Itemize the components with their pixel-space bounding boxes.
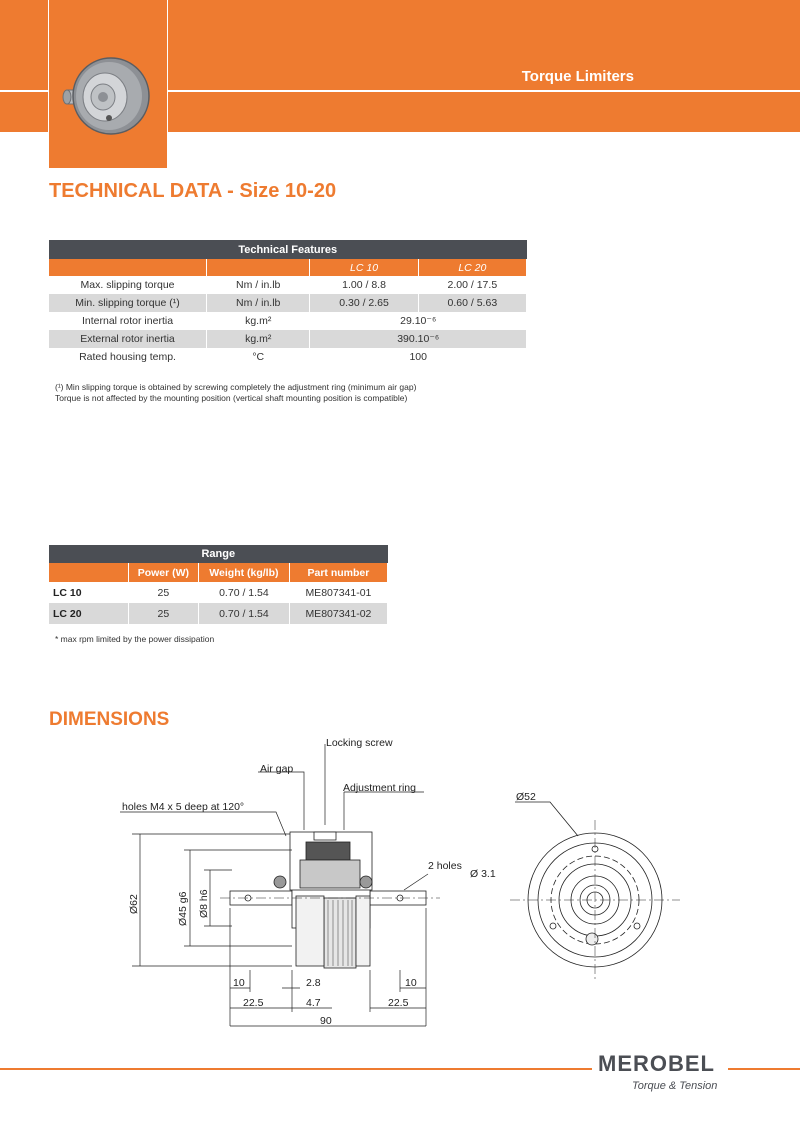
side-view — [220, 832, 440, 968]
label-dim-4-7: 4.7 — [306, 997, 321, 1009]
table-row — [49, 276, 527, 294]
row-label: Rated housing temp. — [49, 348, 207, 366]
label-dim-90: 90 — [320, 1015, 332, 1027]
part-number-value: ME807341-01 — [289, 582, 387, 603]
label-dim-10-left: 10 — [233, 977, 245, 989]
row-label: Internal rotor inertia — [49, 312, 207, 330]
row-label: Max. slipping torque — [49, 276, 207, 294]
row-label: External rotor inertia — [49, 330, 207, 348]
row-lc10-value: 0.30 / 2.65 — [310, 294, 418, 312]
column-header-part-number: Part number — [289, 563, 387, 582]
label-air-gap: Air gap — [260, 763, 294, 775]
range-note: * max rpm limited by the power dissipation — [55, 634, 215, 644]
brand-logo: MEROBEL — [598, 1051, 715, 1076]
technical-note-2: Torque is not affected by the mounting position (vertical shaft mounting position is compatible) — [55, 393, 408, 403]
product-image-panel — [48, 0, 168, 168]
table-row — [49, 582, 388, 603]
page-category-title: Torque Limiters — [521, 68, 634, 85]
column-header-lc10: LC 10 — [310, 259, 418, 276]
range-table — [49, 545, 388, 624]
table-row — [49, 330, 527, 348]
label-dim-10-right: 10 — [405, 977, 417, 989]
weight-value: 0.70 / 1.54 — [198, 582, 289, 603]
power-value: 25 — [128, 582, 198, 603]
column-header — [49, 563, 128, 582]
row-shared-value: 29.10⁻⁶ — [310, 312, 527, 330]
column-header — [49, 259, 207, 276]
label-holes-m4: holes M4 x 5 deep at 120° — [122, 801, 245, 813]
table-row — [49, 603, 388, 624]
technical-features-caption: Technical Features — [49, 240, 527, 259]
row-label: Min. slipping torque (¹) — [49, 294, 207, 312]
label-dim-22-5-left: 22.5 — [243, 997, 264, 1009]
row-unit: °C — [207, 348, 310, 366]
label-two-holes: 2 holes — [428, 860, 462, 872]
dimension-drawing — [0, 730, 800, 1040]
torque-limiter-product-image — [49, 0, 167, 168]
range-caption: Range — [49, 545, 388, 563]
label-hole-diameter: Ø 3.1 — [470, 868, 496, 880]
label-locking-screw: Locking screw — [326, 737, 393, 749]
power-value: 25 — [128, 603, 198, 624]
label-d62: Ø62 — [128, 894, 140, 914]
table-row — [49, 294, 527, 312]
technical-data-title: TECHNICAL DATA - Size 10-20 — [49, 180, 337, 202]
row-unit: Nm / in.lb — [207, 294, 310, 312]
model-label: LC 20 — [49, 603, 128, 624]
table-row — [49, 348, 527, 366]
label-d52: Ø52 — [516, 791, 536, 803]
row-lc20-value: 2.00 / 17.5 — [418, 276, 526, 294]
part-number-value: ME807341-02 — [289, 603, 387, 624]
column-header-power: Power (W) — [128, 563, 198, 582]
label-dim-22-5-right: 22.5 — [388, 997, 409, 1009]
footer-line-right — [728, 1068, 800, 1070]
label-adjustment-ring: Adjustment ring — [343, 782, 416, 794]
model-label: LC 10 — [49, 582, 128, 603]
weight-value: 0.70 / 1.54 — [198, 603, 289, 624]
front-view — [510, 802, 680, 980]
technical-features-table — [49, 240, 527, 366]
row-unit: kg.m² — [207, 312, 310, 330]
row-shared-value: 100 — [310, 348, 527, 366]
column-header-lc20: LC 20 — [418, 259, 526, 276]
row-unit: kg.m² — [207, 330, 310, 348]
technical-note-1: (¹) Min slipping torque is obtained by screwing completely the adjustment ring (minimum air gap) — [55, 382, 417, 392]
row-lc20-value: 0.60 / 5.63 — [418, 294, 526, 312]
label-dim-2-8: 2.8 — [306, 977, 321, 989]
dimensions-title: DIMENSIONS — [49, 709, 170, 730]
footer-line-left — [0, 1068, 592, 1070]
column-header — [207, 259, 310, 276]
brand-tagline: Torque & Tension — [632, 1080, 718, 1092]
table-row — [49, 312, 527, 330]
row-shared-value: 390.10⁻⁶ — [310, 330, 527, 348]
row-unit: Nm / in.lb — [207, 276, 310, 294]
column-header-weight: Weight (kg/lb) — [198, 563, 289, 582]
label-d45: Ø45 g6 — [177, 891, 189, 926]
label-d8: Ø8 h6 — [198, 889, 210, 918]
row-lc10-value: 1.00 / 8.8 — [310, 276, 418, 294]
